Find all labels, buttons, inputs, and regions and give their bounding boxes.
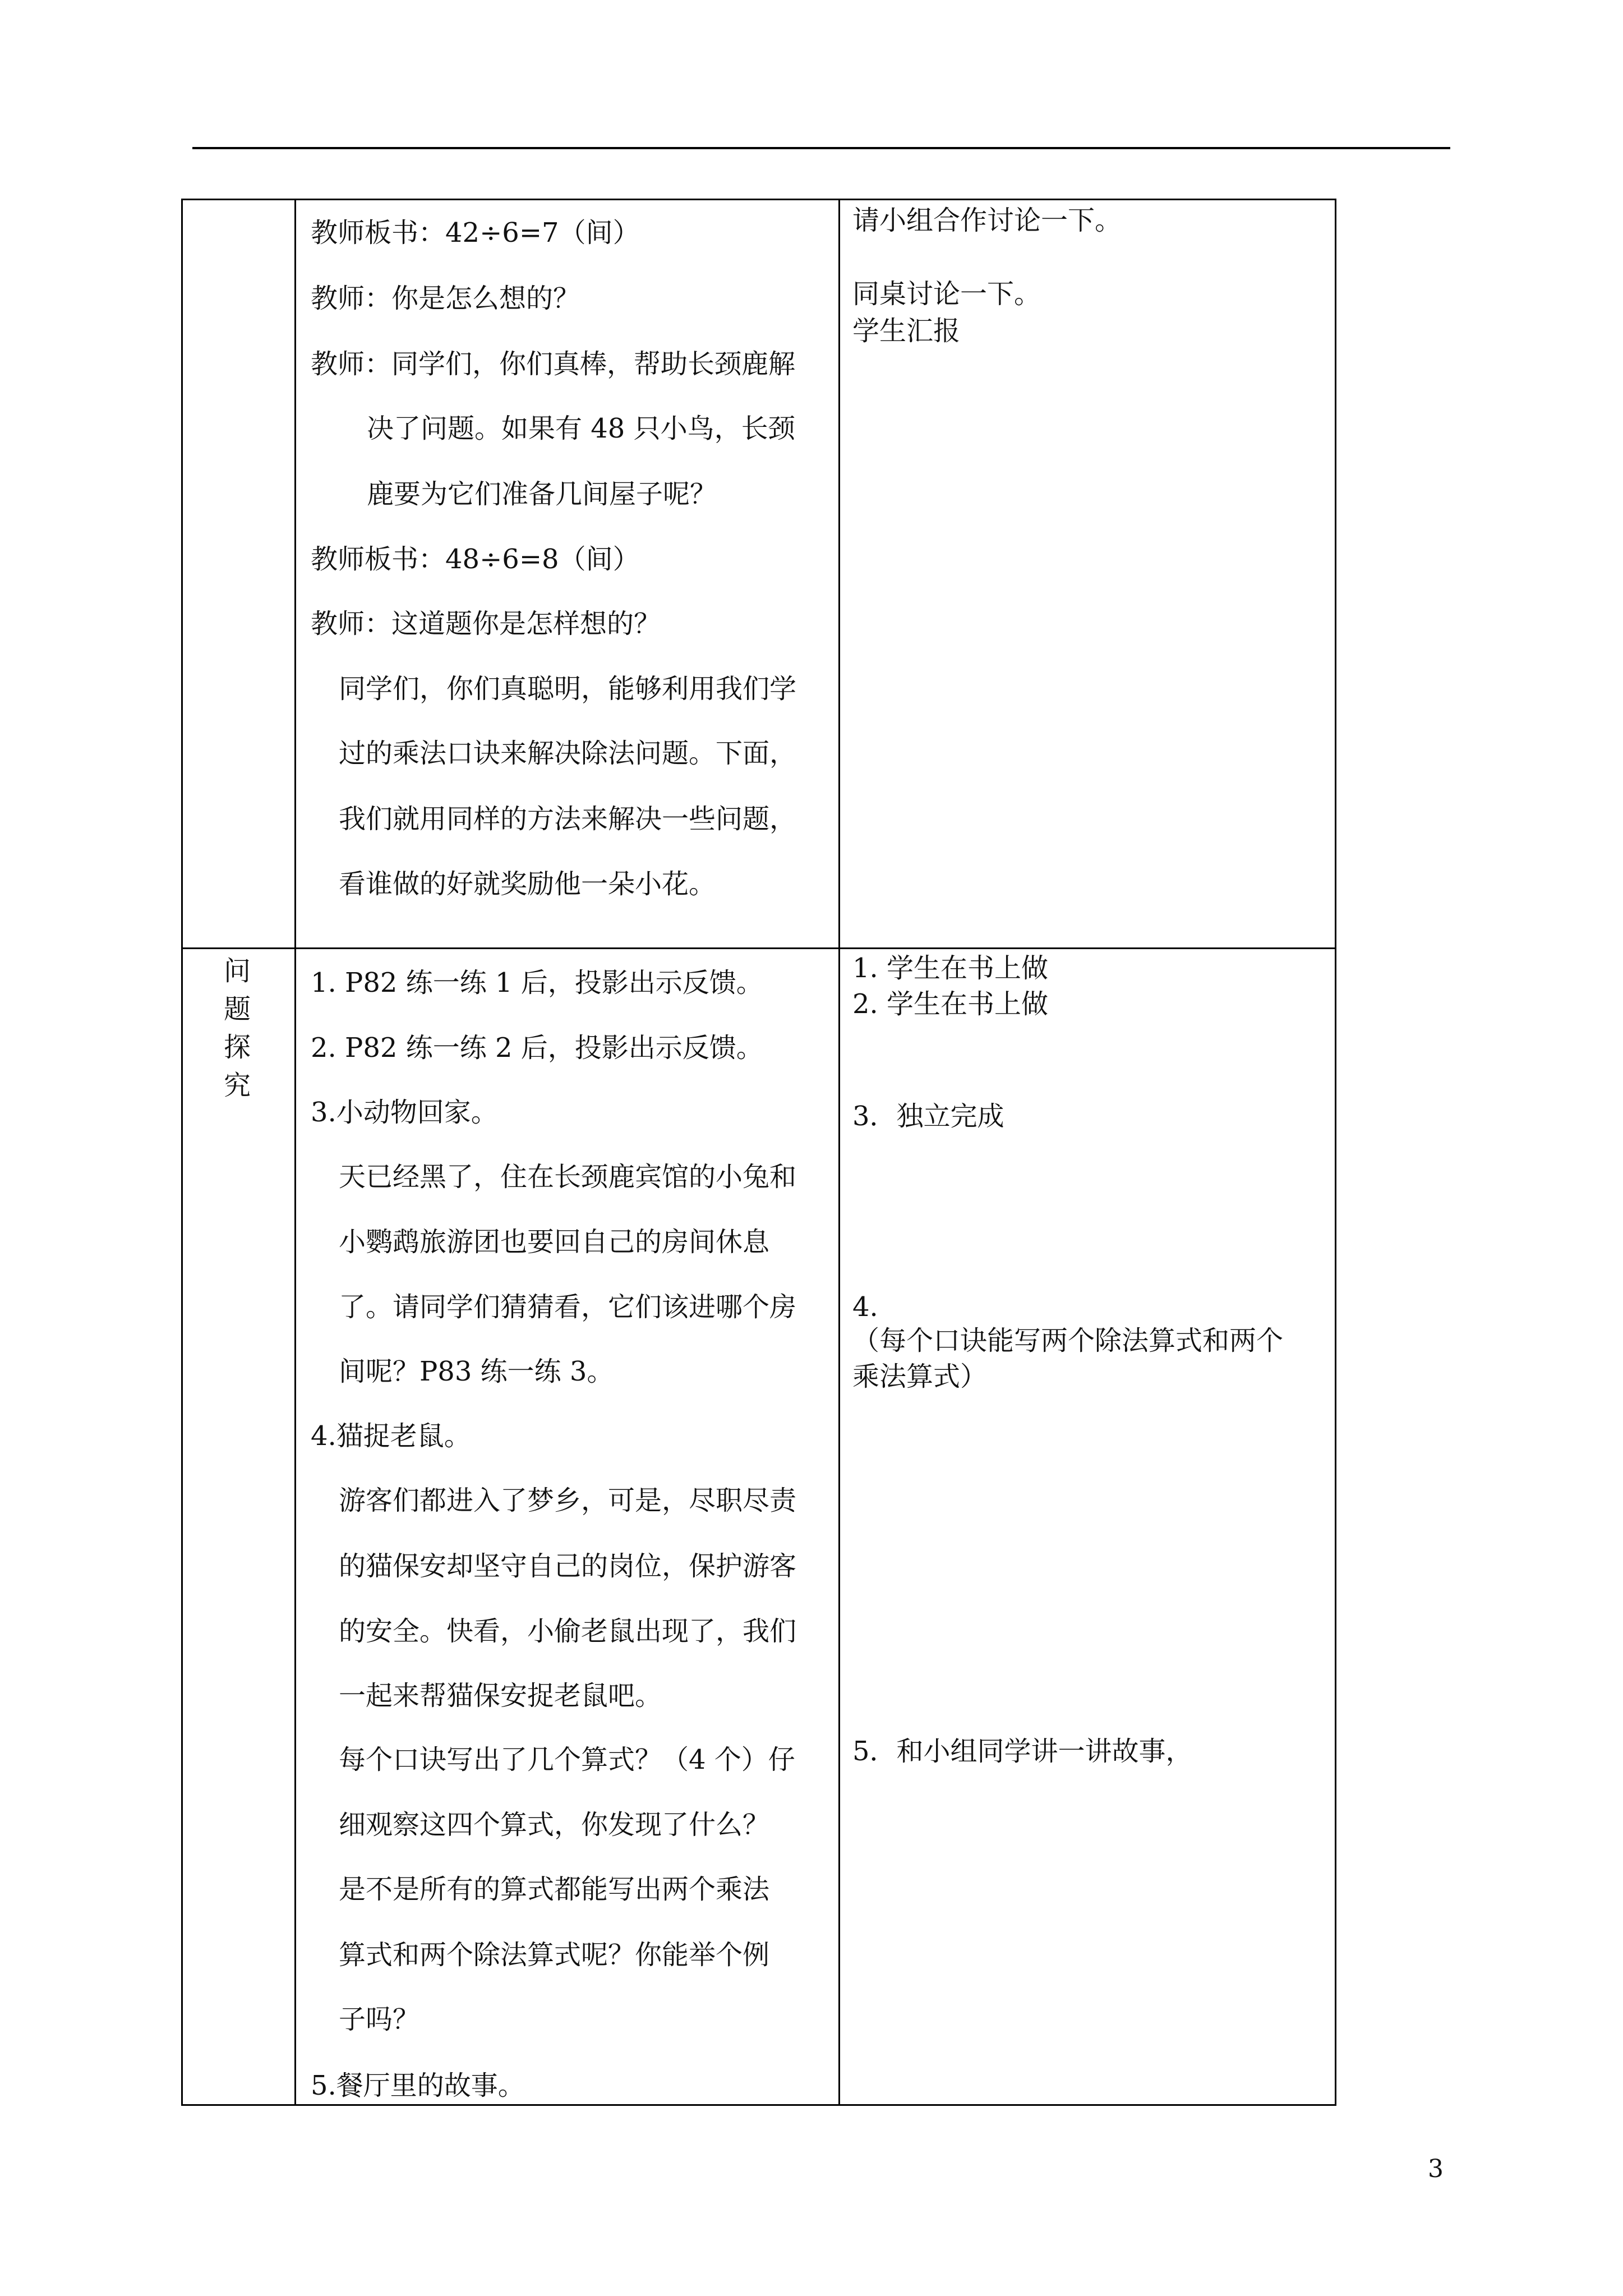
bottom-student-line-6: 乘法算式） — [852, 1361, 988, 1392]
bottom-teacher-line-5: 小鹦鹉旅游团也要回自己的房间休息 — [339, 1226, 770, 1258]
top-teacher-line-8: 同学们，你们真聪明，能够利用我们学 — [339, 673, 797, 705]
bottom-student-line-3: 3．独立完成 — [852, 1101, 1004, 1132]
table-top-border — [181, 199, 1336, 200]
top-teacher-line-2: 教师：你是怎么想的？ — [311, 283, 580, 314]
bottom-teacher-line-9: 游客们都进入了梦乡，可是，尽职尽责 — [339, 1485, 797, 1516]
bottom-student-line-4: 4. — [852, 1291, 878, 1323]
bottom-teacher-line-8: 4.猫捉老鼠。 — [311, 1420, 471, 1452]
bottom-student-line-2: 2. 学生在书上做 — [852, 988, 1049, 1020]
bottom-teacher-line-7: 间呢？P83 练一练 3。 — [339, 1356, 614, 1387]
top-teacher-line-6: 教师板书：48÷6=8（间） — [311, 544, 640, 575]
bottom-teacher-line-16: 算式和两个除法算式呢？你能举个例 — [339, 1939, 770, 1971]
bottom-student-line-7: 5．和小组同学讲一讲故事， — [852, 1736, 1193, 1767]
bottom-teacher-line-10: 的猫保安却坚守自己的岗位，保护游客 — [339, 1550, 797, 1582]
top-teacher-line-9: 过的乘法口诀来解决除法问题。下面， — [339, 738, 797, 769]
bottom-teacher-line-11: 的安全。快看，小偷老鼠出现了，我们 — [339, 1616, 797, 1647]
bottom-teacher-line-6: 了。请同学们猜猜看，它们该进哪个房 — [339, 1291, 797, 1323]
page-number: 3 — [1428, 2155, 1444, 2183]
bottom-teacher-line-2: 2. P82 练一练 2 后，投影出示反馈。 — [311, 1032, 763, 1064]
top-teacher-line-11: 看谁做的好就奖励他一朵小花。 — [339, 868, 716, 900]
table-bottom-border — [181, 2104, 1336, 2106]
top-teacher-line-7: 教师：这道题你是怎样想的？ — [311, 608, 661, 639]
top-student-line-2: 同桌讨论一下。 — [852, 278, 1041, 310]
section-label-problem-exploration: 问 题 探 究 — [223, 955, 251, 1101]
top-teacher-line-10: 我们就用同样的方法来解决一些问题， — [339, 803, 797, 835]
top-student-line-3: 学生汇报 — [852, 315, 961, 347]
top-teacher-line-1: 教师板书：42÷6=7（间） — [311, 217, 640, 249]
table-left-border — [181, 199, 183, 2106]
bottom-teacher-line-12: 一起来帮猫保安捉老鼠吧。 — [339, 1680, 662, 1711]
bottom-teacher-line-17: 子吗？ — [339, 2004, 420, 2035]
bottom-teacher-line-14: 细观察这四个算式，你发现了什么？ — [339, 1809, 770, 1841]
bottom-teacher-line-3: 3.小动物回家。 — [311, 1097, 498, 1128]
bottom-student-line-1: 1. 学生在书上做 — [852, 953, 1049, 984]
table-row-divider — [181, 947, 1336, 949]
table-right-border — [1335, 199, 1336, 2106]
header-rule — [192, 147, 1450, 149]
bottom-teacher-line-15: 是不是所有的算式都能写出两个乘法 — [339, 1874, 770, 1905]
bottom-teacher-line-4: 天已经黑了，住在长颈鹿宾馆的小兔和 — [339, 1161, 797, 1193]
top-teacher-line-3: 教师：同学们，你们真棒，帮助长颈鹿解 — [311, 348, 796, 380]
bottom-teacher-line-13: 每个口诀写出了几个算式？（4 个）仔 — [339, 1744, 795, 1775]
top-teacher-line-4: 决了问题。如果有 48 只小鸟，长颈 — [367, 413, 795, 444]
table-column-divider-2 — [838, 199, 840, 2106]
bottom-teacher-line-1: 1. P82 练一练 1 后，投影出示反馈。 — [311, 967, 763, 999]
top-student-line-1: 请小组合作讨论一下。 — [852, 205, 1122, 236]
table-column-divider-1 — [294, 199, 296, 2106]
top-teacher-line-5: 鹿要为它们准备几间屋子呢？ — [367, 478, 717, 510]
bottom-teacher-line-18: 5.餐厅里的故事。 — [311, 2070, 525, 2101]
bottom-student-line-5: （每个口诀能写两个除法算式和两个 — [852, 1325, 1284, 1356]
